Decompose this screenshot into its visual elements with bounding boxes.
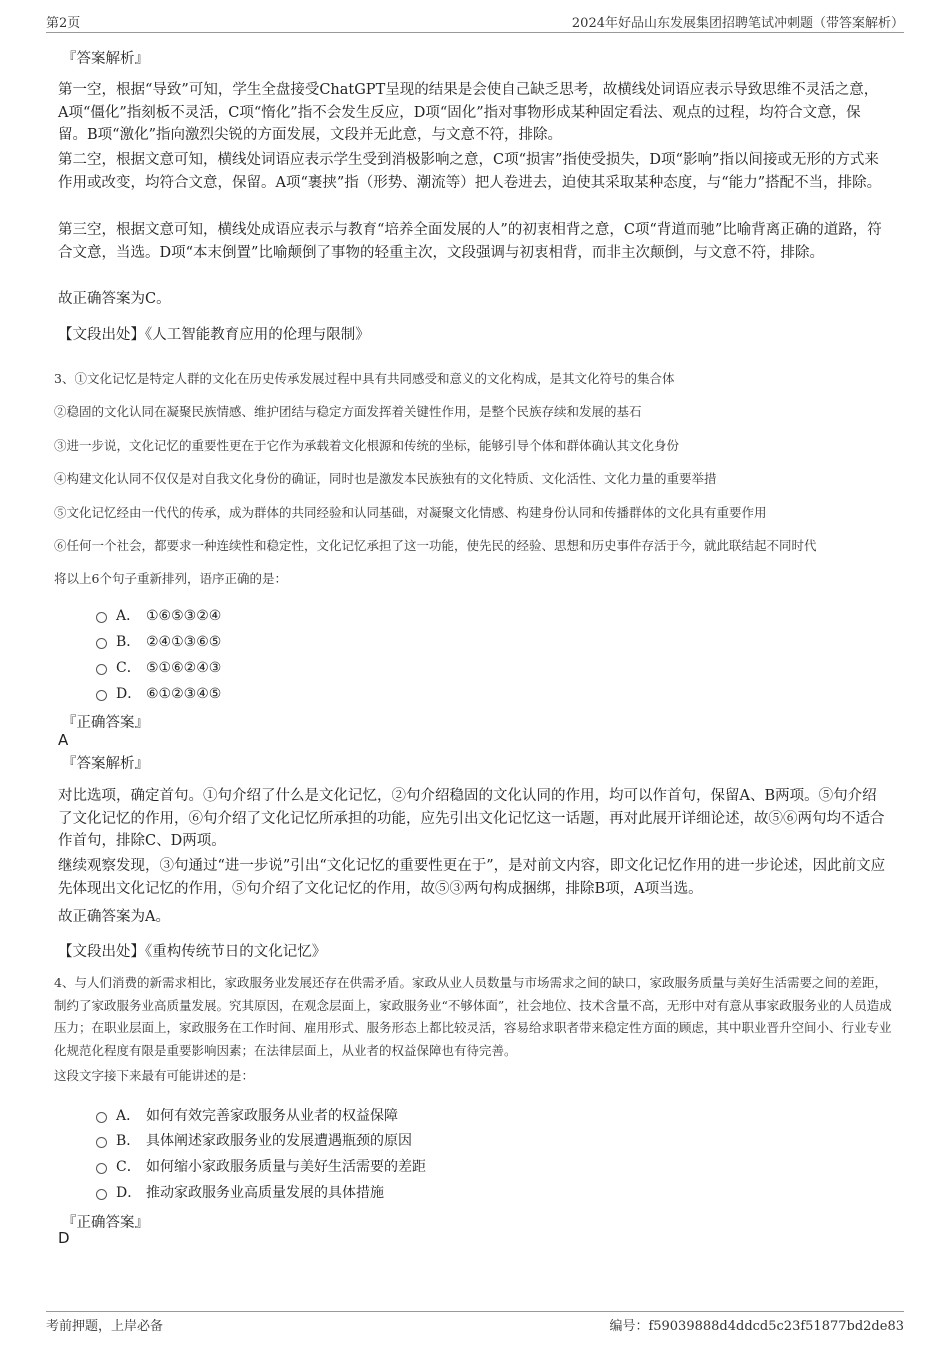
radio-icon[interactable] bbox=[96, 1137, 107, 1148]
q3-sentence-5: ⑤文化记忆经由一代代的传承，成为群体的共同经验和认同基础，对凝聚文化情感、构建身份认同和传播群体的文化具有重要作用 bbox=[54, 505, 767, 520]
page-header bbox=[46, 12, 904, 33]
radio-icon[interactable] bbox=[96, 638, 107, 649]
q3-sentence-1: 3、①文化记忆是特定人群的文化在历史传承发展过程中具有共同感受和意义的文化构成，是其文化符号的集合体 bbox=[54, 371, 675, 386]
footer-code: 编号：f59039888d4ddcd5c23f51877bd2de83 bbox=[609, 1319, 904, 1334]
radio-icon[interactable] bbox=[96, 612, 107, 623]
page-footer bbox=[46, 1311, 904, 1337]
q4-option-b[interactable]: B． 具体阐述家政服务业的发展遭遇瓶颈的原因 bbox=[96, 1130, 412, 1152]
q4-answer-label: 『正确答案』 bbox=[62, 1215, 149, 1231]
q3-option-c[interactable]: C． ⑤①⑥②④③ bbox=[96, 657, 221, 679]
q3-conclusion: 故正确答案为A。 bbox=[58, 909, 170, 925]
radio-icon[interactable] bbox=[96, 690, 107, 701]
q2-analysis-label: 『答案解析』 bbox=[62, 51, 149, 67]
q3-option-d[interactable]: D． ⑥①②③④⑤ bbox=[96, 683, 221, 705]
q3-sentence-3: ③进一步说，文化记忆的重要性更在于它作为承载着文化根源和传统的坐标，能够引导个体和群体确认其文化身份 bbox=[54, 438, 680, 453]
q4-prompt: 这段文字接下来最有可能讲述的是： bbox=[54, 1068, 255, 1083]
q3-sentence-6: ⑥任何一个社会，都要求一种连续性和稳定性，文化记忆承担了这一功能，使先民的经验、思想和历史事件存活于今，就此联结起不同时代 bbox=[54, 538, 817, 553]
q4-answer: D bbox=[58, 1229, 70, 1247]
radio-icon[interactable] bbox=[96, 1189, 107, 1200]
q2-source: 【文段出处】《人工智能教育应用的伦理与限制》 bbox=[58, 327, 370, 343]
q3-prompt: 将以上6个句子重新排列，语序正确的是： bbox=[54, 571, 287, 586]
q3-analysis-paragraph-2: 继续观察发现，③句通过“进一步说”引出“文化记忆的重要性更在于”，是对前文内容，即文化记忆作用的进一步论述，因此前文应先体现出文化记忆的作用，⑤句介绍了文化记忆的作用，故⑤③两句构成捆绑，排除B项，A项当选。 bbox=[58, 858, 886, 897]
q3-option-b[interactable]: B． ②④①③⑥⑤ bbox=[96, 631, 221, 653]
q2-analysis-paragraph-1: 第一空，根据“导致”可知，学生全盘接受ChatGPT呈现的结果是会使自己缺乏思考，故横线处词语应表示导致思维不灵活之意，A项“僵化”指刻板不灵活，C项“惰化”指不会发生反应，D项“固化”指对事物形成某种固定看法、观点的过程，均符合文意，保留。B项“激化”指向激烈尖锐的方面发展，文段并无此意，与文意不符，排除。 bbox=[58, 82, 879, 143]
q3-answer-label: 『正确答案』 bbox=[62, 715, 149, 731]
q2-analysis-paragraph-3: 第三空，根据文意可知，横线处成语应表示与教育“培养全面发展的人”的初衷相背之意，C项“背道而驰”比喻背离正确的道路，符合文意，当选。D项“本末倒置”比喻颠倒了事物的轻重主次，文段强调与初衷相背，而非主次颠倒，与文意不符，排除。 bbox=[58, 222, 882, 261]
q3-answer: A bbox=[58, 731, 69, 749]
radio-icon[interactable] bbox=[96, 1163, 107, 1174]
q3-analysis-label: 『答案解析』 bbox=[62, 756, 149, 772]
radio-icon[interactable] bbox=[96, 664, 107, 675]
q3-option-a[interactable]: A． ①⑥⑤③②④ bbox=[96, 605, 221, 627]
q3-sentence-2: ②稳固的文化认同在凝聚民族情感、维护团结与稳定方面发挥着关键性作用，是整个民族存续和发展的基石 bbox=[54, 404, 642, 419]
document-title: 2024年好品山东发展集团招聘笔试冲刺题（带答案解析） bbox=[571, 16, 904, 31]
q3-sentence-4: ④构建文化认同不仅仅是对自我文化身份的确证，同时也是激发本民族独有的文化特质、文化活性、文化力量的重要举措 bbox=[54, 471, 717, 486]
footer-slogan: 考前押题，上岸必备 bbox=[46, 1319, 164, 1334]
q4-option-c[interactable]: C． 如何缩小家政服务质量与美好生活需要的差距 bbox=[96, 1156, 426, 1178]
q4-option-d[interactable]: D． 推动家政服务业高质量发展的具体措施 bbox=[96, 1182, 384, 1204]
q3-source: 【文段出处】《重构传统节日的文化记忆》 bbox=[58, 944, 327, 960]
q3-analysis-paragraph-1: 对比选项，确定首句。①句介绍了什么是文化记忆，②句介绍稳固的文化认同的作用，均可以作首句，保留A、B两项。⑤句介绍了文化记忆的作用，⑥句介绍了文化记忆所承担的功能，应先引出文化记忆这一话题，再对此展开详细论述，故⑤⑥两句均不适合作首句，排除C、D两项。 bbox=[58, 788, 885, 849]
q2-analysis-paragraph-2: 第二空，根据文意可知，横线处词语应表示学生受到消极影响之意，C项“损害”指使受损失，D项“影响”指以间接或无形的方式来作用或改变，均符合文意，保留。A项“裹挟”指（形势、潮流等）把人卷进去，迫使其采取某种态度，与“能力”搭配不当，排除。 bbox=[58, 152, 882, 191]
q4-option-a[interactable]: A． 如何有效完善家政服务从业者的权益保障 bbox=[96, 1105, 398, 1127]
q4-passage: 4、与人们消费的新需求相比，家政服务业发展还存在供需矛盾。家政从业人员数量与市场需求之间的缺口，家政服务质量与美好生活需要之间的差距，制约了家政服务业高质量发展。究其原因，在观念层面上，家政服务业“不够体面”，社会地位、技术含量不高，无形中对有意从事家政服务业的人员造成压力；在职业层面上，家政服务在工作时间、雇用形式、服务形态上都比较灵活，容易给求职者带来稳定性方面的顾虑，其中职业晋升空间小、行业专业化规范化程度有限是重要影响因素；在法律层面上，从业者的权益保障也有待完善。 bbox=[54, 975, 892, 1058]
radio-icon[interactable] bbox=[96, 1112, 107, 1123]
q2-conclusion: 故正确答案为C。 bbox=[58, 291, 171, 307]
page-number: 第2页 bbox=[46, 16, 81, 31]
